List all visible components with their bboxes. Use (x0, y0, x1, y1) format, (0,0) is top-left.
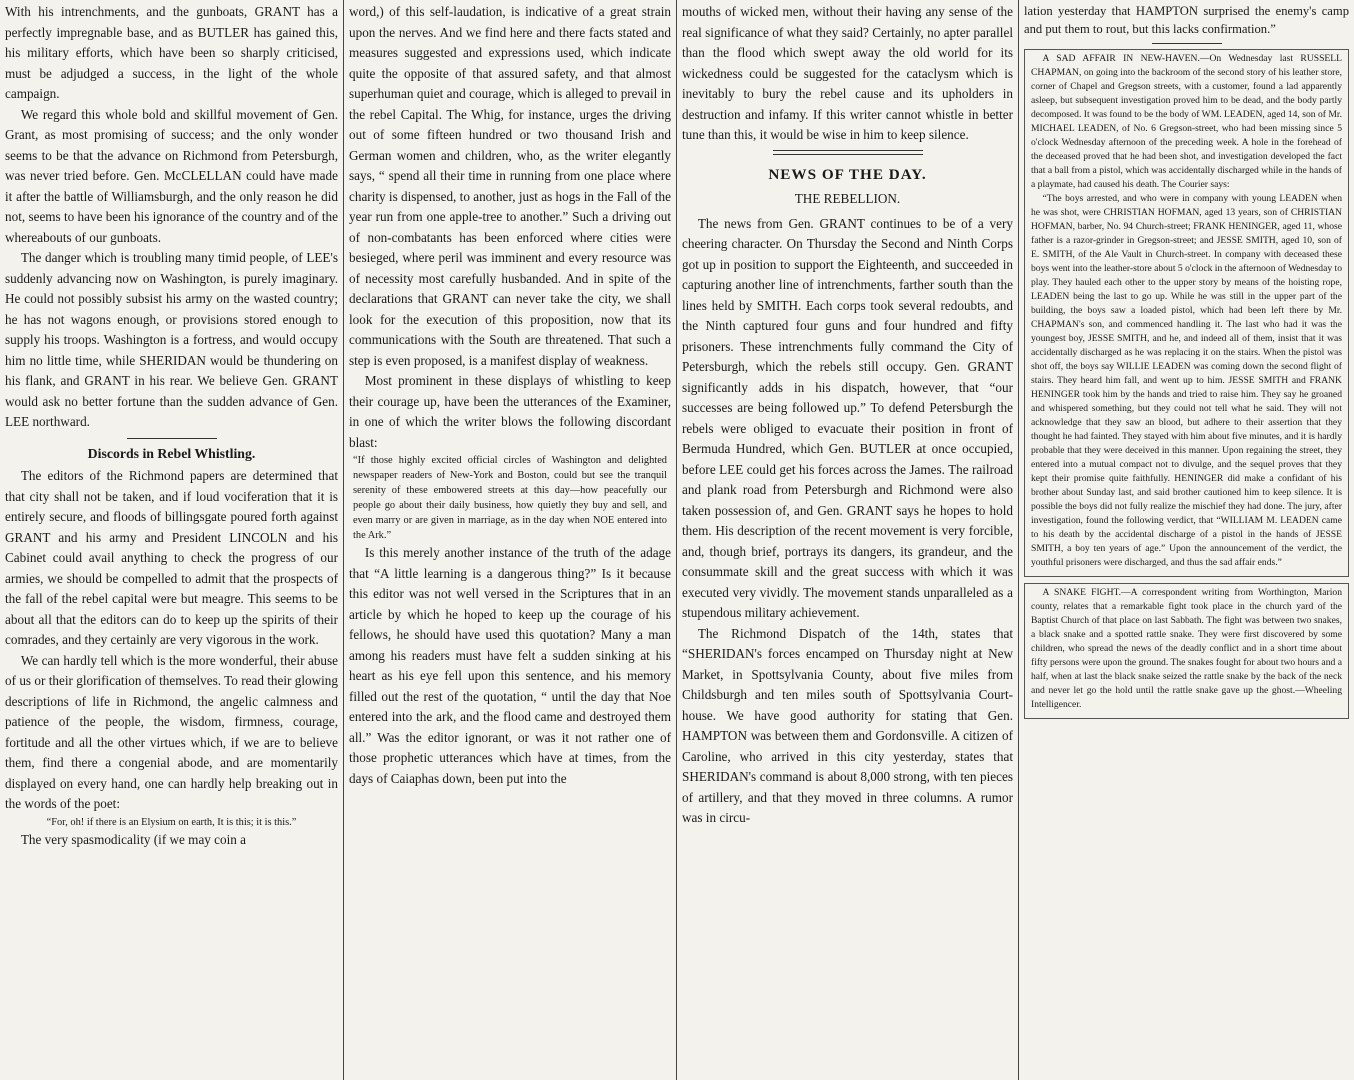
rebellion-subheading: THE REBELLION. (794, 191, 901, 206)
col3-paragraph-2: The news from Gen. GRANT continues to be of a very cheering character. On Thursday the Second and Ninth Corps got up in position to support the Eighteenth, and succeeded in capturing another line of intrenchments, farther south than the lines held by SMITH. Each corps took several redoubts, and the Ninth captured four guns and four hundred and fifty prisoners. These intrenchments fully command the City of Petersburgh, which the rebels still occupy. Gen. GRANT significantly adds in his dispatch, however, that “our successes are being followed up.” To defend Petersburgh the rebels were obliged to evacuate their position in front of Bermuda Hundred, which Gen. BUTLER at once occupied, before LEE could get his forces across the James. The railroad and plank road from Petersburgh and Richmond were also taken possession of, and Gen. GRANT says he hopes to hold them. His description of the recent movement is very forcible, and, though brief, portrays its dangers, its grandeur, and the consummate skill and the great success with which it was executed very vividly. The movement stands unparalleled as a stupendous military achievement. (682, 215, 1013, 620)
section-divider (1152, 43, 1222, 44)
col2-paragraph-3: Is this merely another instance of the truth of the adage that “A little learning is a dangerous thing?” Is it because this editor was not well versed in the Scriptures that in an article by which he hoped to keep up the courage of his fellows, he should have used this quotation? Many a man among his readers must have felt a sudden sinking at his heart as his eye fell upon this sentence, and his memory filled out the rest of the quotation, “ until the day that Noe entered into the ark, and the flood came and destroyed them all.” Was the editor ignorant, or was it not rather one of those prophetic utterances which have at times, from the days of Caiaphas down, been put into the (349, 545, 671, 786)
col3-paragraph-1: mouths of wicked men, without their having any sense of the real significance of what they said? Certainly, no apter parallel than the flood which swept away the old world for its wickedness could be suggested for the cataclysm which is inevitably to bury the rebel cause and its upholders in destruction and infamy. If this writer cannot whistle in better tune than this, it would be wise in him to keep silence. (682, 4, 1013, 142)
column-1 (0, 0, 343, 1080)
col2-paragraph-2: Most prominent in these displays of whistling to keep their courage up, have been the utterances of the Examiner, in one of which the writer blows the following discordant blast: (349, 373, 671, 450)
column-2 (344, 0, 676, 1080)
section-divider (127, 438, 217, 439)
section-divider (773, 150, 923, 155)
col4-paragraph-4: A SNAKE FIGHT.—A correspondent writing from Worthington, Marion county, relates that a remarkable fight took place in the church yard of the Baptist Church of that place on last Sabbath. The fight was between two snakes, a black snake and a spotted rattle snake. They were first discovered by some children, who spread the news of the deadly conflict and in a short time about fifty persons were upon the ground. The snakes fought for about two hours and a half, when at last the black snake seized the rattle snake by the back of the neck and never let go the hold until the rattle snake gave up the ghost.—Wheeling Intelligencer. (1031, 587, 1342, 710)
col4-paragraph-2: A SAD AFFAIR IN NEW-HAVEN.—On Wednesday last RUSSELL CHAPMAN, on going into the backroom of the second story of his leather store, corner of Chapel and Gregson streets, with a customer, found a lad apparently asleep, but subsequent investigation proved him to be dead, and the body partly decomposed. It was found to be the body of WM. LEADEN, aged 14, son of Mr. MICHAEL LEADEN, of No. 6 Gregson-street, who had been missing since 5 o'clock Wednesday afternoon of the preceding week. A hole in the forehead of the deceased proved that he had been shot, and investigation developed the fact that a ball from a pistol, which was accidentally discharged while in the hands of a playmate, had caused his death. The Courier says: (1031, 53, 1342, 190)
column-3 (677, 0, 1018, 1080)
article-heading-discords: Discords in Rebel Whistling. (87, 445, 256, 461)
col1-paragraph-5: We can hardly tell which is the more wonderful, their abuse of us or their glorification of themselves. To read their glowing descriptions of life in Richmond, the angelic calmness and patience of the people, the wisdom, firmness, courage, fortitude and all the other virtues which, if we are to believe them, find there a congenial abode, and are momentarily displayed on every hand, one can hardly help breaking out in the words of the poet: (5, 652, 338, 811)
poet-quotation: “For, oh! if there is an Elysium on earth, It is this; it is this.” (46, 816, 297, 828)
col1-paragraph-1: With his intrenchments, and the gunboats, GRANT has a perfectly impregnable base, and as BUTLER has gained this, his military efforts, which have been so sharply criticised, must be adjudged a success, in the light of the whole campaign. (5, 4, 338, 101)
clipping-snake-fight (1024, 583, 1349, 719)
col1-paragraph-3: The danger which is troubling many timid people, of LEE's suddenly advancing now on Washington, is purely imaginary. He could not possibly subsist his army on the wasted country; he has not wagons enough, or provisions stored enough to supply his troops. Washington is a fortress, and would occupy him no little time, while SHERIDAN would be thundering on his flank, and GRANT in his rear. We believe Gen. GRANT would ask no better fortune than the sudden advance of Gen. LEE northward. (5, 250, 338, 429)
column-4 (1019, 0, 1354, 1080)
col4-paragraph-1: lation yesterday that HAMPTON surprised the enemy's camp and put them to rout, but this lacks confirmation.” (1024, 4, 1349, 36)
news-of-the-day-heading: NEWS OF THE DAY. (768, 165, 927, 183)
col3-paragraph-3: The Richmond Dispatch of the 14th, states that “SHERIDAN's forces encamped on Thursday night at New Market, in Spottsylvania County, about five miles from Childsburgh and ten miles south of Spottsylvania Court-house. We have good authority for stating that Gen. HAMPTON was between them and Gordonsville. A citizen of Caroline, who arrived in this city yesterday, states that SHERIDAN's command is about 8,000 strong, with ten pieces of artillery, and that they moved in three columns. A rumor was in circu- (682, 625, 1013, 825)
col1-paragraph-4: The editors of the Richmond papers are determined that that city shall not be taken, and if loud vociferation that it is entirely secure, and floods of billingsgate poured forth against GRANT and his army and President LINCOLN and his Cabinet could avail anything to check the progress of our armies, we should be compelled to admit that the prospects of the fall of the rebel capital were but meagre. This seems to be about all that the editors can do to keep up the spirits of their comrades, and they certainly are very vigorous in the work. (5, 468, 338, 647)
clipping-new-haven (1024, 49, 1349, 577)
col1-paragraph-6: The very spasmodicality (if we may coin a (20, 831, 247, 847)
col2-paragraph-1: word,) of this self-laudation, is indicative of a great strain upon the nerves. And we find here and there facts stated and measures suggested and expressions used, which indicate quite the opposite of that assured safety, and that almost superhuman quiet and courage, which is alleged to prevail in the rebel Capital. The Whig, for instance, urges the driving out of some fifteen hundred or two thousand Irish and German women and children, who, as the writer elegantly says, “ spend all their time in running from one place where charity is dispensed, to another, just as hogs in the Fall of the year run from one apple-tree to another.” Such a driving out of non-combatants has been enforced where cities were besieged, where peril was imminent and every resource was of necessity most carefully husbanded. And in spite of the declarations that GRANT can never take the city, we shall look for the execution of this proposition, now that its communications with the South are threatened. That such a step is even proposed, is a manifest display of weakness. (349, 4, 671, 368)
col1-paragraph-2: We regard this whole bold and skillful movement of Gen. Grant, as most promising of success; and the only wonder seems to be that the advance on Richmond from Petersburgh, was never tried before. Gen. McCLELLAN could have made it after the battle of Williamsburgh, and the only reason he did not, seems to have been his ignorance of the country and of the whereabouts of our gunboats. (5, 106, 338, 245)
examiner-quotation: “If those highly excited official circles of Washington and delighted newspaper readers of New-York and Boston, could but see the tranquil serenity of these embowered streets at this day—how peacefully our people go about their daily business, how quietly they buy and sell, and even marry or are given in marriage, as in the day when NOE entered into the Ark.” (353, 455, 667, 541)
col4-paragraph-3: “The boys arrested, and who were in company with young LEADEN when he was shot, were CHRISTIAN HOFMAN, aged 13 years, son of CHRISTIAN HOFMAN, barber, No. 94 Church-street; FRANK HENINGER, aged 11, whose father is a razor-grinder in Gregson-street; and JESSE SMITH, aged 10, son of E. SMITH, of the Ale Vault in Church-street. In company with deceased these boys went into the leather-store about 5 o'clock in the afternoon of Wednesday to play. They hauled each other to the upper story by means of the hoisting rope, LEADEN being the last to go up. While he was still in the upper part of the building, the boys saw a loaded pistol, which had been left there by Mr. CHAPMAN's son, and commenced handling it. The last who had it was the youngest boy, JESSE SMITH, and he, and indeed all of them, insist that it was accidentally discharged as he was replacing it on the stairs. When the pistol was shot off, the boys say WILLIE LEADEN was coming down the second flight of stairs. They heard him fall, and went up to him. JESSE SMITH and FRANK HENINGER took him by the hands and tried to raise him. They say he groaned and whispered something, but they could not tell what he said. They will not acknowledge that they saw an blood, but adhere to their assertion that they thought he had fainted. They stayed with him about five minutes, and it is hardly probable that they were deceived in this manner. Upon regaining the street, they entered into a mutual compact not to divulge, and the sequel proves that they kept their promise quite faithfully. HENINGER did make a confidant of his brother about Sunday last, and said brother cautioned him to keep silence. It is possible the boys did not fully realize the mischief they had done. The jury, after investigation, found the following verdict, that “WILLIAM M. LEADEN came to his death by the accidental discharge of a pistol in the hands of JESSE SMITH, a boy ten years of age.” Upon the announcement of the verdict, the youthful prisoners were discharged, and thus the sad affair ends.” (1031, 193, 1342, 568)
